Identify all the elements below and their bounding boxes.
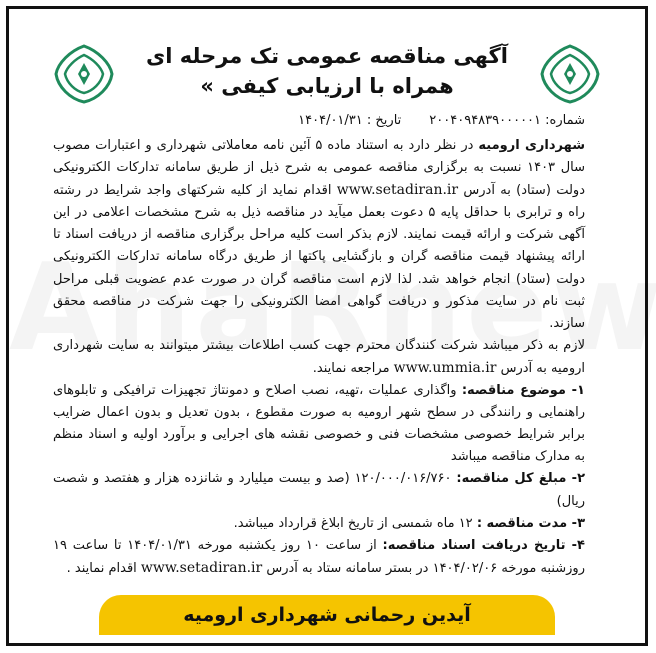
notice-meta [159, 113, 585, 128]
signature-banner [99, 595, 555, 635]
section-documents-date [53, 535, 585, 580]
intro-paragraph [53, 135, 585, 335]
section-amount-text: ۱۲۰/۰۰۰/۰۱۶/۷۶۰ (صد و بیست میلیارد و شانزده هزار و هفتصد و شصت ریال) [53, 471, 585, 509]
section-subject-head: ۱- موضوع مناقصه: [461, 383, 585, 399]
section-documents-suffix: اقدام نمایند . [66, 560, 141, 576]
section-duration-head: ۳- مدت مناقصه : [476, 515, 585, 531]
notice-number [429, 113, 585, 128]
notice-date-label: تاریخ : [366, 113, 402, 128]
notice-frame [6, 6, 648, 646]
section-amount-head: ۲- مبلغ کل مناقصه: [456, 471, 585, 487]
notice-date-value: ۱۴۰۴/۰۱/۳۱ [298, 113, 363, 128]
setadiran-link-2[interactable]: www.setadiran.ir [140, 559, 263, 576]
notice-title-line2: همراه با ارزیابی کیفی » [200, 74, 454, 98]
notice-date [298, 113, 401, 128]
urmia-municipality-logo-icon [539, 43, 601, 105]
notice-body [53, 135, 585, 580]
intro-text-2: اقدام نماید از کلیه شرکتهای واجد شرایط در رشته راه و ترابری با حداقل پایه ۵ دعوت بعمل میآید در مناقصه ذیل به شرح مشخصات اعلامی در این آگهی شرکت و ارائه قیمت نمایند. لازم بذکر است کلیه مراحل برگزاری مناقصه از دریافت اسناد تا ارائه پیشنهاد قیمت مناقصه گران و بازگشایی پاکتها از طریق درگاه سامانه تدارکات الکترونیکی دولت (ستاد) انجام خواهد شد. لذا لازم است مناقصه گران در صورت عدم عضویت قبلی مراحل ثبت نام در سایت مذکور و دریافت گواهی امضا الکترونیکی را جهت شرکت در مناقصه محقق سازند. [53, 183, 585, 331]
notice-number-label: شماره: [545, 113, 585, 128]
ummia-link[interactable]: www.ummia.ir [393, 359, 497, 376]
signature-text: آیدین رحمانی شهرداری ارومیه [183, 604, 471, 626]
setadiran-link[interactable]: www.setadiran.ir [336, 182, 459, 199]
section-documents-text: از ساعت ۱۰ روز یکشنبه مورخه ۱۴۰۴/۰۱/۳۱ تا ساعت ۱۹ روزشنبه مورخه ۱۴۰۴/۰۲/۰۶ در بستر سامانه ستاد به آدرس [53, 537, 585, 576]
urmia-municipality-logo-icon [53, 43, 115, 105]
intro-text-1: در نظر دارد به استناد ماده ۵ آئین نامه معاملاتی شهرداری و اعتبارات مصوب سال ۱۴۰۳ نسبت به برگزاری مناقصه عمومی به شرح ذیل از طریق سامانه تدارکات الکترونیکی دولت (ستاد) به آدرس [53, 138, 585, 199]
organization-name: شهرداری ارومیه [478, 138, 585, 153]
note-suffix: مراجعه نمایند. [312, 360, 394, 376]
section-subject [53, 380, 585, 468]
note-paragraph [53, 335, 585, 380]
notice-title [139, 41, 515, 101]
section-duration-text: ۱۲ ماه شمسی از تاریخ ابلاغ قرارداد میباشد. [233, 515, 477, 531]
notice-title-line1: آگهی مناقصه عمومی تک مرحله ای [146, 44, 508, 68]
section-duration [53, 513, 585, 535]
section-amount [53, 468, 585, 512]
section-documents-head: ۴- تاریخ دریافت اسناد مناقصه: [382, 537, 585, 553]
notice-number-value: ۲۰۰۴۰۹۴۸۳۹۰۰۰۰۰۱ [429, 113, 542, 128]
section-subject-text: واگذاری عملیات ،تهیه، نصب اصلاح و دمونتاژ تجهیزات ترافیکی و تابلوهای راهنمایی و رانندگی در سطح شهر ارومیه به صورت مقطوع ، بدون تعدیل و بدون اعمال ضرایب برابر شرایط خصوصی مشخصات فنی و خصوصی نقشه های اجرایی و برآورد اولیه و اسناد منظم به مدارک مناقصه میباشد [53, 383, 585, 465]
note-text: لازم به ذکر میباشد شرکت کنندگان محترم جهت کسب اطلاعات بیشتر میتوانند به سایت شهرداری ارومیه به آدرس [53, 337, 585, 376]
